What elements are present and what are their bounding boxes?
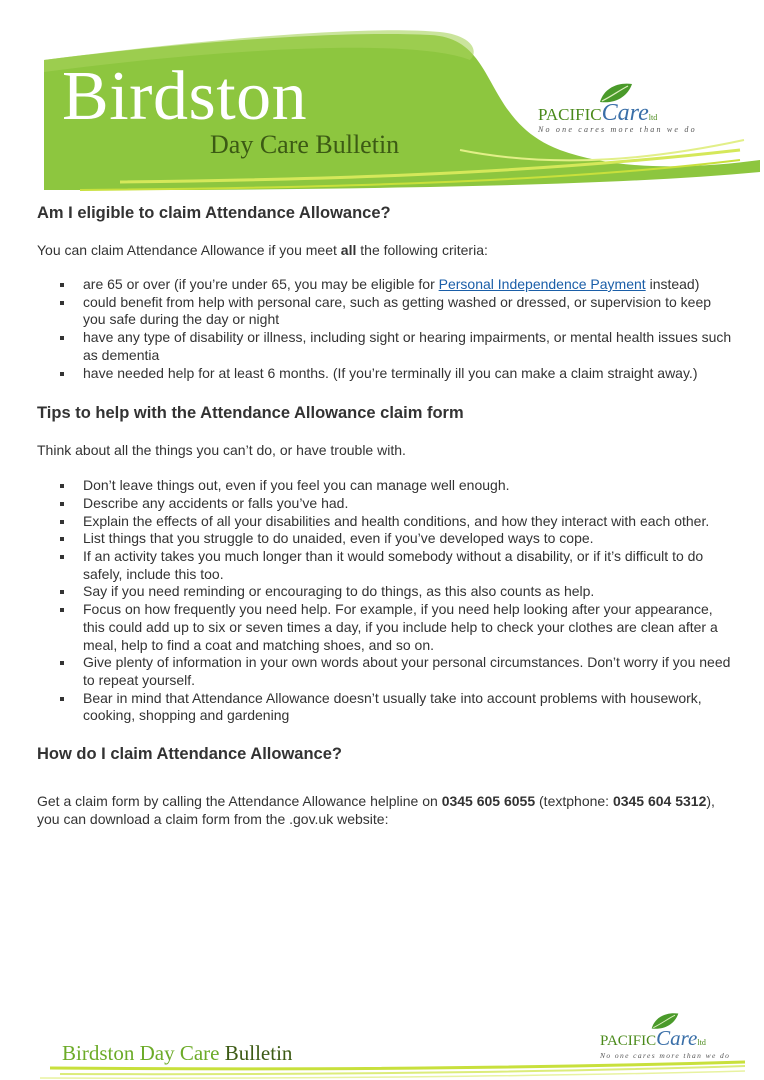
list-item: Bear in mind that Attendance Allowance doesn’t usually take into account problems with housework, cooking, shopping and gardening [37,690,737,725]
bulletin-content [37,200,737,828]
banner-subtitle: Day Care Bulletin [210,130,400,159]
banner-title: Birdston [62,58,308,135]
how-to-claim-text [37,792,737,828]
logo-brand [538,100,657,127]
textphone-number: 0345 604 5312 [612,793,707,810]
tips-heading: Tips to help with the Attendance Allowance claim form [37,404,464,423]
intro-bold-all: all [340,242,357,258]
pacific-care-logo [538,80,738,140]
logo-brand-care: Care [601,100,649,126]
intro-text-before: You can claim Attendance Allowance if you meet [37,242,341,258]
logo-tagline: No one cares more than we do [600,1051,731,1060]
eligibility-criteria-list [37,276,737,382]
list-item: Describe any accidents or falls you’ve had. [37,495,737,513]
tips-intro: Think about all the things you can’t do, or have trouble with. [37,442,406,459]
list-item [37,276,737,294]
claim-text-part3: ), you can download a claim form from the .gov.uk website: [37,793,715,828]
criteria-text-after: instead) [645,276,700,292]
pacific-care-logo-footer [600,1010,750,1065]
list-item: have any type of disability or illness, including sight or hearing impairments, or mental health issues such as dementia [37,329,737,364]
eligibility-intro [37,241,737,259]
list-item: have needed help for at least 6 months. (If you’re terminally ill you can make a claim straight away.) [37,365,737,383]
personal-independence-payment-link[interactable]: Personal Independence Payment [438,276,646,292]
list-item: Give plenty of information in your own words about your personal circumstances. Don’t worry if you need to repeat yourself. [37,654,737,689]
criteria-text: are 65 or over (if you’re under 65, you may be eligible for [83,276,439,292]
logo-brand-suffix: ltd [697,1038,706,1047]
list-item: List things that you struggle to do unaided, even if you’ve developed ways to cope. [37,530,737,548]
list-item: Explain the effects of all your disabilities and health conditions, and how they interact with each other. [37,513,737,531]
intro-text-after: the following criteria: [356,242,488,258]
claim-text-part1: Get a claim form by calling the Attendance Allowance helpline on [37,793,442,810]
list-item: If an activity takes you much longer than it would somebody without a disability, or if it’s difficult to do safely, include this too. [37,548,737,583]
list-item: Say if you need reminding or encouraging to do things, as this also counts as help. [37,583,737,601]
logo-brand [600,1026,706,1051]
list-item: could benefit from help with personal care, such as getting washed or dressed, or supervision to keep you safe during the day or night [37,294,737,329]
tips-list [37,477,737,725]
helpline-number: 0345 605 6055 [441,793,536,810]
footer-title-emphasis: Bulletin [224,1041,293,1065]
logo-brand-care: Care [656,1026,698,1050]
footer-title-main: Birdston Day Care [62,1041,225,1065]
list-item: Don’t leave things out, even if you feel you can manage well enough. [37,477,737,495]
list-item: Focus on how frequently you need help. For example, if you need help looking after your appearance, this could add up to six or seven times a day, if you include help to check your clothes are clean after a meal, help to find a coat and matching shoes, and so on. [37,601,737,654]
how-to-claim-heading: How do I claim Attendance Allowance? [37,745,342,764]
logo-tagline: No one cares more than we do [538,125,697,134]
logo-brand-prefix: PACIFIC [538,105,602,124]
logo-brand-suffix: ltd [648,113,658,122]
claim-text-part2: (textphone: [535,793,613,810]
logo-brand-prefix: PACIFIC [600,1033,657,1049]
eligibility-heading: Am I eligible to claim Attendance Allowance? [37,204,391,222]
